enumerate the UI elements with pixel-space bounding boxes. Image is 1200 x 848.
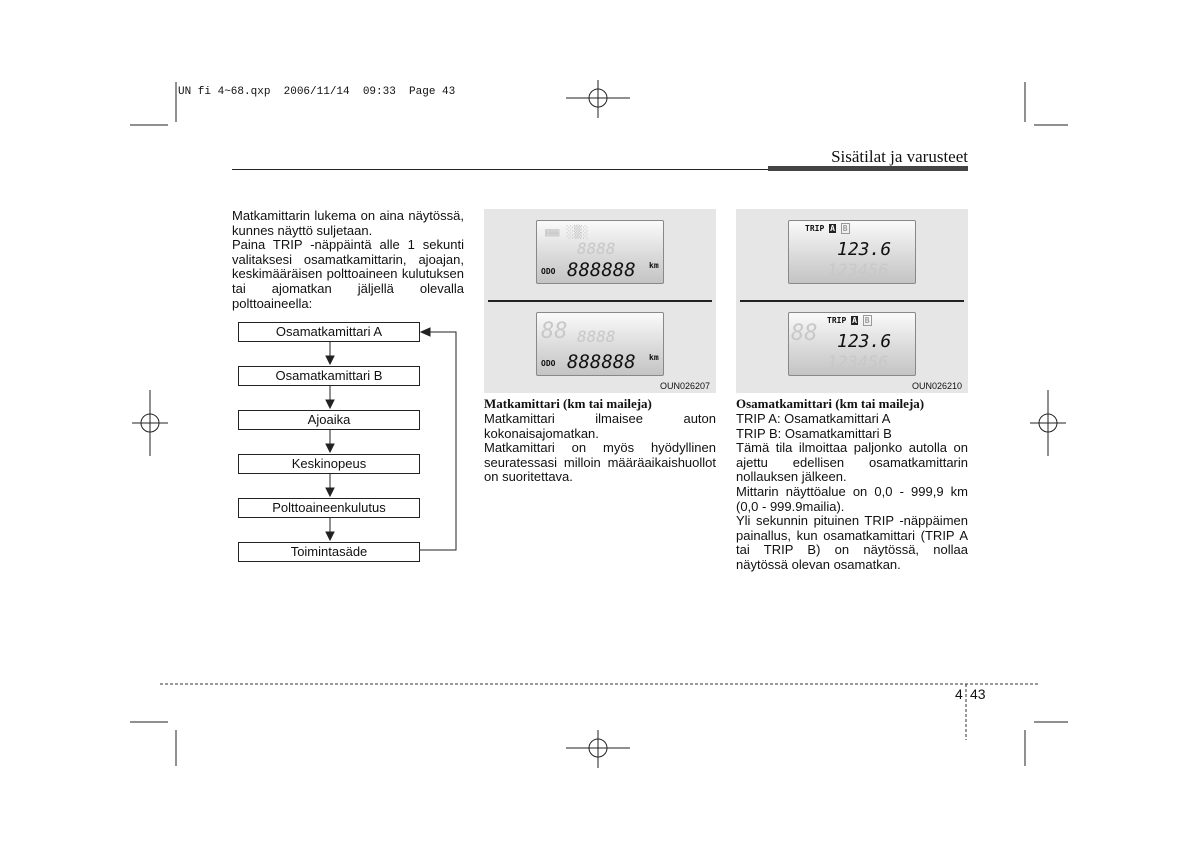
odo-ghost-value: 123456 (827, 353, 889, 373)
intro-text (232, 209, 464, 311)
flow-step-trip-a: Osamatkamittari A (238, 322, 420, 342)
tripmeter-heading: Osamatkamittari (km tai maileja) (736, 396, 925, 411)
header-accent-bar (768, 166, 968, 171)
chapter-number: 4 (955, 686, 963, 702)
trip-label: TRIP (805, 224, 825, 233)
odo-unit: km (649, 261, 659, 270)
lcd-ghost-segments: ▦▦ ░▒░ (545, 225, 589, 239)
odo-label: ODO (541, 267, 556, 276)
tripmeter-figure (736, 209, 968, 393)
odometer-lcd-top (536, 220, 664, 284)
odo-unit: km (649, 353, 659, 362)
figure-divider (740, 300, 964, 302)
odo-ghost-value: 123456 (827, 261, 889, 281)
flow-step-range: Toimintasäde (238, 542, 420, 562)
odometer-description (484, 396, 716, 485)
tripmeter-lcd-bottom (788, 312, 916, 376)
trip-value: 123.6 (837, 331, 892, 352)
intro-paragraph-2: Paina TRIP -näppäintä alle 1 sekunti valitaksesi osamatkamittarin, ajoajan, keskimääräisen polttoaineen kulutuksen tai ajomatkan jäljellä olevalla polttoaineella: (232, 237, 464, 311)
tripmeter-line-b: TRIP B: Osamatkamittari B (736, 425, 892, 441)
odometer-figure (484, 209, 716, 393)
tripmeter-description (736, 396, 968, 573)
odometer-heading: Matkamittari (km tai maileja) (484, 396, 652, 411)
tripmeter-line-a: TRIP A: Osamatkamittari A (736, 411, 891, 426)
intro-paragraph-1: Matkamittarin lukema on aina näytössä, kunnes näyttö suljetaan. (232, 208, 464, 238)
flow-step-trip-b: Osamatkamittari B (238, 366, 420, 386)
page-number: 43 (970, 686, 986, 702)
tripmeter-paragraph-3: Yli sekunnin pituinen TRIP -näppäimen painallus, kun osamatkamittari (TRIP A tai TRIP B) on näytössä, nollaa näytössä olevan osamatkan. (736, 513, 968, 572)
trip-a-badge: A (830, 224, 835, 233)
tripmeter-paragraph-1: Tämä tila ilmoittaa paljonko autolla on ajettu edellisen osamatkamittarin nollauksen jälkeen. (736, 440, 968, 485)
odo-label: ODO (541, 359, 556, 368)
flow-step-average-speed: Keskinopeus (238, 454, 420, 474)
odometer-paragraph-1: Matkamittari ilmaisee auton kokonaisajomatkan. (484, 411, 716, 441)
lcd-ghost-segments: 8888 (577, 239, 616, 258)
section-title: Sisätilat ja varusteet (831, 147, 968, 166)
trip-b-badge: B (842, 224, 848, 233)
header-rule (232, 169, 768, 170)
odometer-paragraph-2: Matkamittari on myös hyödyllinen seuratessasi milloin määräaikaishuollot on suoritettava. (484, 440, 716, 485)
figure-divider (488, 300, 712, 302)
figure-code-trip: OUN026210 (912, 381, 963, 391)
trip-b-badge: B (864, 316, 870, 325)
lcd-ghost-segments: 8888 (577, 327, 616, 346)
odometer-lcd-bottom (536, 312, 664, 376)
print-slug: UN fi 4~68.qxp 2006/11/14 09:33 Page 43 (178, 86, 456, 98)
lcd-ghost-segments: 88 (791, 321, 818, 346)
tripmeter-paragraph-2: Mittarin näyttöalue on 0,0 - 999,9 km (0,0 - 999.9mailia). (736, 483, 968, 514)
trip-a-badge: A (852, 316, 857, 325)
trip-label: TRIP (827, 316, 847, 325)
trip-indicator (827, 316, 872, 325)
trip-indicator (805, 224, 850, 233)
flow-step-drive-time: Ajoaika (238, 410, 420, 430)
odo-value: 888888 (567, 351, 636, 373)
figure-code-odo: OUN026207 (660, 381, 711, 391)
flow-step-fuel-consumption: Polttoaineenkulutus (238, 498, 420, 518)
tripmeter-lcd-top (788, 220, 916, 284)
trip-value: 123.6 (837, 239, 892, 260)
odo-value: 888888 (567, 259, 636, 281)
lcd-ghost-segments: 88 (541, 319, 568, 344)
